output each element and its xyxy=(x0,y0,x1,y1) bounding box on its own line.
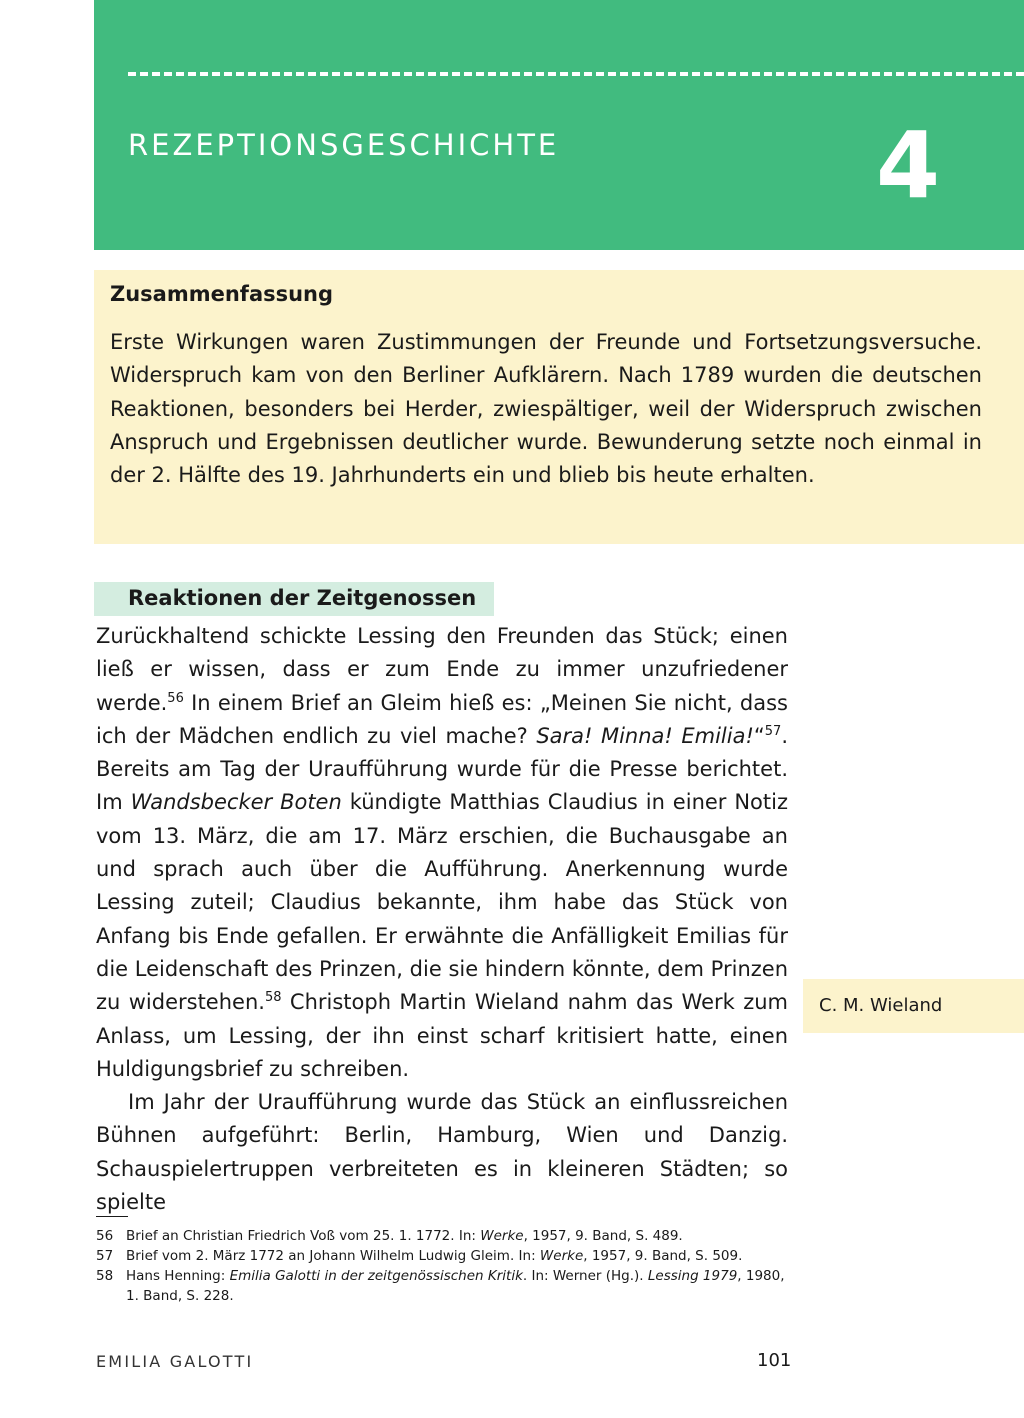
footnote-ref: 57 xyxy=(764,723,782,739)
text-run: . Bereits am Tag der Uraufführung wurde für die Presse berichtet. Im xyxy=(96,723,788,815)
footnote-number: 57 xyxy=(96,1248,114,1264)
margin-note-label: C. M. Wieland xyxy=(819,995,943,1016)
running-title: EMILIA GALOTTI xyxy=(96,1352,254,1371)
text-run: Zurückhaltend schickte Lessing den Freunden das Stück; einen ließ er wissen, dass er zum Ende zu immer unzufriedener werde. xyxy=(96,624,788,715)
paragraph: Im Jahr der Uraufführung wurde das Stück an einflussreichen Bühnen aufgeführt: Berlin, Hamburg, Wien und Danzig. Schauspielertruppen verbreiteten es in kleineren Städten; so spielte xyxy=(96,1090,788,1215)
footnote-number: 58 xyxy=(96,1268,114,1284)
text-run: kündigte Matthias Claudius in einer Notiz vom 13. März, die am 17. März erschien, die Buchausgabe an und sprach auch über die Aufführung. Anerkennung wurde Lessing zuteil; Claudius bekannte, ihm habe das Stück von Anfang bis Ende gefallen. Er erwähnte die Anfälligkeit Emilias für die Leidenschaft des Prinzen, die sie hindern könnte, dem Prinzen zu widerstehen. xyxy=(96,790,788,1015)
page-number: 101 xyxy=(757,1350,792,1371)
chapter-title: REZEPTIONSGESCHICHTE xyxy=(128,128,560,162)
header-dashed-rule xyxy=(128,72,1024,76)
footnote-text: Brief vom 2. März 1772 an Johann Wilhelm Ludwig Gleim. In: Werke, 1957, 9. Band, S. 509. xyxy=(126,1248,743,1264)
footnote-text: Hans Henning: Emilia Galotti in der zeitgenössischen Kritik. In: Werner (Hg.). Lessing 1979, 1980, 1. Band, S. 228. xyxy=(126,1268,785,1304)
italic-title: Wandsbecker Boten xyxy=(130,790,342,815)
chapter-number: 4 xyxy=(876,112,941,219)
footnotes xyxy=(96,1226,796,1306)
text-run: “ xyxy=(753,723,765,748)
footnote-ref: 56 xyxy=(167,690,184,706)
chapter-header xyxy=(94,0,1024,250)
footnote-ref: 58 xyxy=(264,990,282,1006)
footnote-text: Brief an Christian Friedrich Voß vom 25. 1. 1772. In: Werke, 1957, 9. Band, S. 489. xyxy=(126,1228,683,1244)
italic-title: Sara! Minna! Emilia! xyxy=(536,723,754,748)
section-heading-label: Reaktionen der Zeitgenossen xyxy=(128,586,477,610)
summary-box xyxy=(94,270,1024,544)
footnote xyxy=(96,1226,796,1246)
text-run: In einem Brief an Gleim hieß es: „Meinen Sie nicht, dass ich der Mädchen endlich zu viel mache? xyxy=(96,690,788,748)
paragraph xyxy=(96,620,788,1086)
footnote xyxy=(96,1246,796,1266)
text-run: Christoph Martin Wieland nahm das Werk zum Anlass, um Lessing, der ihn einst scharf kritisiert hatte, einen Huldigungsbrief zu schreiben. xyxy=(96,990,788,1081)
summary-title: Zusammenfassung xyxy=(110,282,334,306)
footnote-number: 56 xyxy=(96,1228,114,1244)
section-heading xyxy=(94,582,494,616)
footnote-rule xyxy=(96,1216,128,1217)
footnote xyxy=(96,1266,796,1306)
margin-note xyxy=(803,979,1024,1033)
summary-text: Erste Wirkungen waren Zustimmungen der Freunde und Fortsetzungsversuche. Widerspruch kam von den Berliner Aufklärern. Nach 1789 wurden die deutschen Reaktionen, besonders bei Herder, zwiespältiger, weil der Widerspruch zwischen Anspruch und Ergebnissen deutlicher wurde. Bewunderung setzte noch einmal in der 2. Hälfte des 19. Jahrhunderts ein und blieb bis heute erhalten. xyxy=(110,330,982,488)
body-text xyxy=(96,620,788,1219)
